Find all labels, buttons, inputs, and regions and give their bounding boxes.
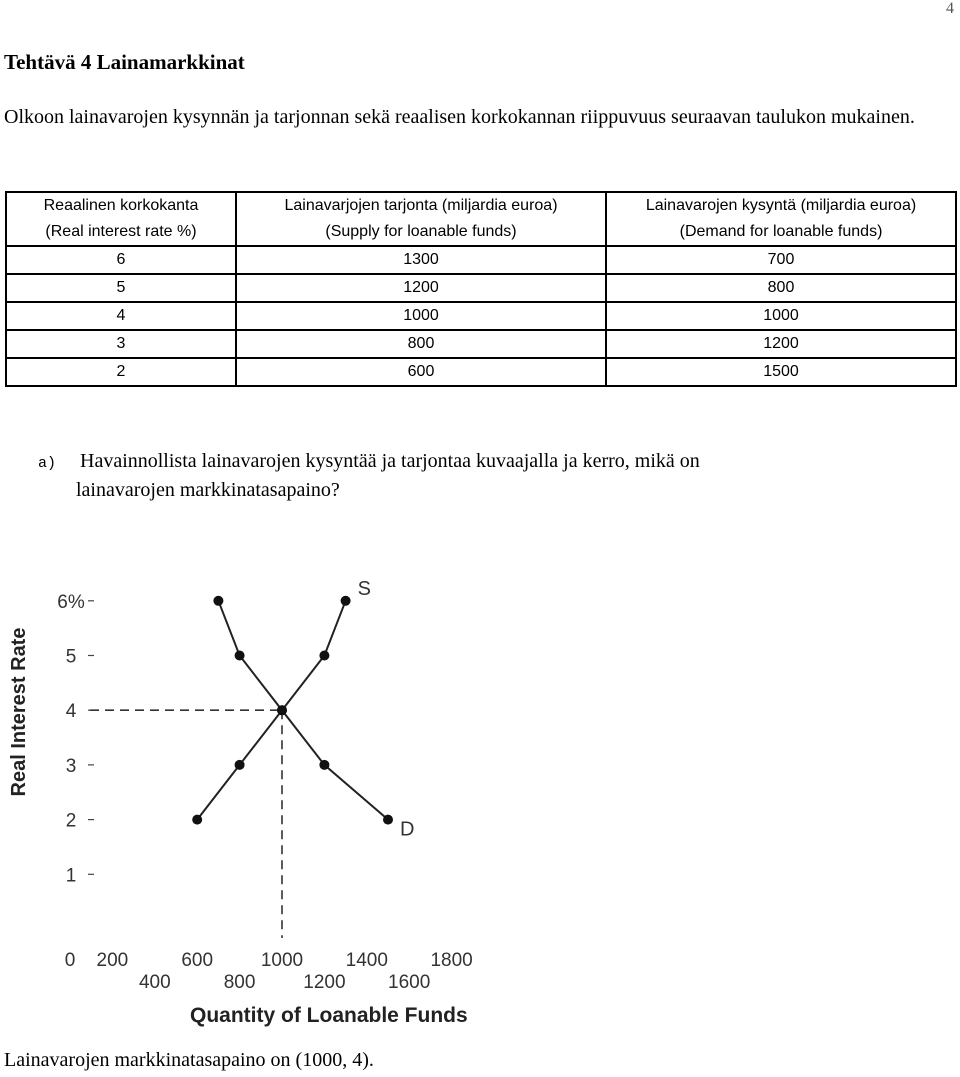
table-header-row-fi xyxy=(6,192,956,219)
x-tick-label: 1200 xyxy=(303,972,346,993)
y-axis-label: Real Interest Rate xyxy=(8,627,30,797)
table-cell: 4 xyxy=(6,302,236,330)
series-label-s: S xyxy=(357,577,371,600)
table-header-cell: Lainavarojen kysyntä (miljardia euroa) xyxy=(606,192,956,219)
data-point-d xyxy=(235,651,245,661)
table-cell: 1200 xyxy=(236,274,606,302)
table-cell: 2 xyxy=(6,358,236,386)
question-text-line1: Havainnollista lainavarojen kysyntää ja tarjontaa kuvaajalla ja kerro, mikä on xyxy=(80,450,700,472)
data-point-d xyxy=(319,760,329,770)
y-tick-label: 5 xyxy=(65,646,77,668)
table-cell: 1000 xyxy=(236,302,606,330)
page-number: 4 xyxy=(946,0,954,17)
table-row xyxy=(6,246,956,274)
question-label: a) xyxy=(38,455,57,472)
question-a xyxy=(38,448,938,504)
series-label-d: D xyxy=(400,818,415,841)
table-header-cell: (Supply for loanable funds) xyxy=(236,219,606,246)
table-cell: 1300 xyxy=(236,246,606,274)
table-cell: 3 xyxy=(6,330,236,358)
table-cell: 1000 xyxy=(606,302,956,330)
x-axis-label: Quantity of Loanable Funds xyxy=(190,1004,468,1027)
table-header-row-en xyxy=(6,219,956,246)
data-point-d xyxy=(213,596,223,606)
table-cell: 800 xyxy=(606,274,956,302)
data-table xyxy=(5,191,957,387)
data-point-s xyxy=(192,815,202,825)
table-cell: 1500 xyxy=(606,358,956,386)
table-cell: 1200 xyxy=(606,330,956,358)
x-tick-label: 1400 xyxy=(345,950,388,971)
x-tick-label: 200 xyxy=(96,950,129,971)
table-cell: 700 xyxy=(606,246,956,274)
table-cell: 800 xyxy=(236,330,606,358)
table-cell: 6 xyxy=(6,246,236,274)
data-point-s xyxy=(319,651,329,661)
table-header-cell: Reaalinen korkokanta xyxy=(6,192,236,219)
data-point-s xyxy=(341,596,351,606)
table-header-cell: (Real interest rate %) xyxy=(6,219,236,246)
intro-paragraph: Olkoon lainavarojen kysynnän ja tarjonnan sekä reaalisen korkokannan riippuvuus seuraavan taulukon mukainen. xyxy=(4,106,915,128)
x-tick-label: 1800 xyxy=(430,950,473,971)
table-row xyxy=(6,330,956,358)
y-tick-label: 2 xyxy=(65,810,77,832)
x-tick-label: 1000 xyxy=(260,950,304,971)
table-header-cell: Lainavarjojen tarjonta (miljardia euroa) xyxy=(236,192,606,219)
x-tick-label: 800 xyxy=(223,972,256,993)
table-cell: 600 xyxy=(236,358,606,386)
x-tick-label: 400 xyxy=(138,972,171,993)
y-tick-label: 6% xyxy=(57,591,85,613)
y-tick-label: 4 xyxy=(65,701,77,723)
supply-demand-chart xyxy=(5,552,520,1030)
data-point-d xyxy=(277,705,287,715)
page-title: Tehtävä 4 Lainamarkkinat xyxy=(4,50,245,74)
y-tick-label: 3 xyxy=(65,755,77,777)
table-row xyxy=(6,358,956,386)
table-row xyxy=(6,274,956,302)
x-tick-label: 600 xyxy=(181,950,214,971)
data-point-s xyxy=(235,760,245,770)
data-point-d xyxy=(383,815,393,825)
answer-text: Lainavarojen markkinatasapaino on (1000, 4). xyxy=(4,1049,374,1071)
x-tick-label: 0 xyxy=(64,950,76,971)
table-row xyxy=(6,302,956,330)
x-tick-label: 1600 xyxy=(388,972,431,993)
y-tick-label: 1 xyxy=(65,865,77,887)
table-cell: 5 xyxy=(6,274,236,302)
table-header-cell: (Demand for loanable funds) xyxy=(606,219,956,246)
question-text-line2: lainavarojen markkinatasapaino? xyxy=(76,479,340,501)
